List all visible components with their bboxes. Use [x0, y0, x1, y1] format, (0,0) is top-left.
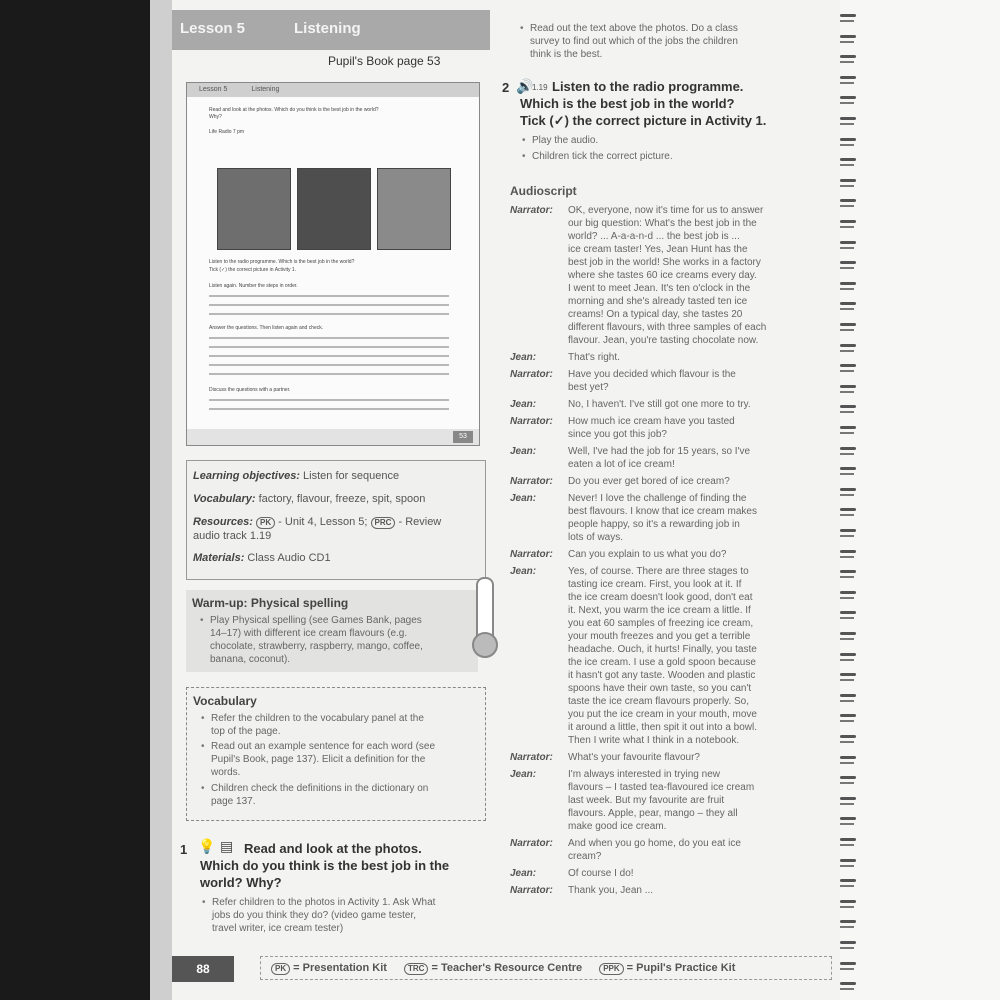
spiral-ring	[840, 241, 856, 244]
vocabulary-bullet: • Children check the definitions in the dictionary on page 137.	[211, 782, 428, 808]
spiral-ring	[840, 76, 856, 79]
warmup-box	[186, 590, 478, 672]
survey-bullet: • Read out the text above the photos. Do a class survey to find out which of the jobs the children think is the best.	[530, 22, 738, 61]
spiral-ring	[840, 344, 856, 347]
audioscript-utterance: Can you explain to us what you do?	[568, 549, 727, 560]
activity-1-bullet: • Refer children to the photos in Activity 1. Ask What jobs do you think they do? (video game tester, travel writer, ice cream tester)	[212, 896, 435, 935]
audioscript-utterance: Of course I do!	[568, 868, 634, 879]
audioscript-speaker: Jean:	[510, 493, 537, 504]
lightbulb-icon: 💡	[198, 838, 216, 854]
spiral-ring	[840, 323, 856, 326]
audio-speaker-icon: 🔊	[516, 78, 534, 94]
lesson-number: Lesson 5	[180, 20, 246, 37]
spiral-ring	[840, 797, 856, 800]
spiral-ring	[840, 35, 856, 38]
spiral-ring	[840, 756, 856, 759]
activity-1-title-line2: Which do you think is the best job in the	[200, 858, 450, 873]
audioscript-utterance: Do you ever get bored of ice cream?	[568, 476, 730, 487]
audioscript-speaker: Narrator:	[510, 838, 553, 849]
spiral-ring	[840, 364, 856, 367]
thumbnail-line: Read and look at the photos. Which do you think is the best job in the world? Why?	[209, 107, 379, 120]
resources-text-end: - Review	[398, 516, 442, 528]
audioscript-speaker: Jean:	[510, 566, 537, 577]
audioscript-utterance: That's right.	[568, 352, 620, 363]
thumbnail-line: Discuss the questions with a partner.	[209, 387, 291, 393]
spiral-ring	[840, 529, 856, 532]
spiral-ring	[840, 220, 856, 223]
audioscript-speaker: Narrator:	[510, 205, 553, 216]
spiral-ring	[840, 55, 856, 58]
pupils-book-thumbnail	[186, 82, 480, 446]
vocabulary-title: Vocabulary	[193, 694, 257, 708]
resources-label: Resources:	[193, 516, 253, 528]
activity-2-bullet: • Play the audio.	[532, 134, 598, 147]
legend-ppk-tag: PPK	[599, 963, 623, 975]
vocabulary-box	[186, 687, 486, 821]
audioscript-speaker: Narrator:	[510, 752, 553, 763]
spiral-ring	[840, 261, 856, 264]
thumbnail-line: Life Radio 7 pm	[209, 129, 245, 135]
page-number: 88	[172, 956, 234, 982]
legend-trc-label: = Teacher's Resource Centre	[431, 962, 583, 974]
activity-1-title-line1: Read and look at the photos.	[244, 841, 422, 856]
objectives-box	[186, 460, 486, 580]
thumbnail-line: Answer the questions. Then listen again and check.	[209, 325, 324, 331]
spiral-ring	[840, 591, 856, 594]
thumbnail-lesson: Lesson 5	[199, 86, 228, 93]
spiral-ring	[840, 817, 856, 820]
spiral-ring	[840, 879, 856, 882]
thumbnail-line: Listen to the radio programme. Which is the best job in the world?	[209, 259, 355, 265]
thumbnail-footer	[187, 429, 479, 445]
spiral-ring	[840, 96, 856, 99]
learning-objectives-label: Learning objectives:	[193, 470, 300, 482]
warmup-title: Warm-up: Physical spelling	[192, 596, 349, 610]
activity-2-title-line1: Listen to the radio programme.	[552, 79, 744, 94]
pk-tag: PK	[256, 517, 275, 529]
spiral-ring	[840, 776, 856, 779]
resources-text: - Unit 4, Lesson 5;	[278, 516, 368, 528]
legend-pk-tag: PK	[271, 963, 290, 975]
spiral-ring	[840, 900, 856, 903]
spiral-ring	[840, 467, 856, 470]
thumbnail-header	[187, 83, 479, 97]
audioscript-speaker: Narrator:	[510, 416, 553, 427]
thumbnail-page-number: 53	[453, 431, 473, 443]
audioscript-speaker: Jean:	[510, 399, 537, 410]
spiral-binding	[840, 0, 1000, 1000]
thumbnail-photo	[377, 168, 451, 250]
audioscript-utterance: OK, everyone, now it's time for us to answer our big question: What's the best job in the world? ... A-a-a-n-d ... the best job is ... ice cream taster! Yes, Jean Hunt has the best job in the world! She works in a factory where she tastes 60 ice creams every day. I went to meet Jean. It's ten o'clock in the morning and she's already tasted ten ice creams! On a typical day, she tastes 20 different flavours, with three samples of each flavour. Jean, you're tasting chocolate now.	[568, 205, 767, 346]
spiral-ring	[840, 735, 856, 738]
audioscript-utterance: Yes, of course. There are three stages to tasting ice cream. First, you look at it. If the ice cream doesn't look good, don't eat it. Next, you warm the ice cream a little. If you eat 60 samples of freezing ice cream, your mouth freezes and you get a terrible headache. Ouch, it hurts! Finally, you taste the ice cream. I use a gold spoon because it hasn't got any taste. Wooden and plastic spoons have their own taste, so you can't taste the ice cream flavours properly. So, you put the ice cream in your mouth, move it around a little, then spit it out into a bowl. Then I write what I think in a notebook.	[568, 566, 757, 746]
audioscript-title: Audioscript	[510, 184, 577, 198]
spiral-ring	[840, 838, 856, 841]
spiral-ring	[840, 158, 856, 161]
spiral-ring	[840, 385, 856, 388]
legend-pk-label: = Presentation Kit	[293, 962, 387, 974]
book-icon: ▤	[220, 838, 234, 854]
spiral-ring	[840, 673, 856, 676]
thumbnail-line: Tick (✓) the correct picture in Activity 1.	[209, 267, 297, 273]
learning-objectives-value: Listen for sequence	[303, 470, 400, 482]
audioscript-speaker: Jean:	[510, 446, 537, 457]
activity-2-bullet: • Children tick the correct picture.	[532, 150, 673, 163]
audioscript-speaker: Jean:	[510, 769, 537, 780]
materials-label: Materials:	[193, 552, 245, 564]
spiral-ring	[840, 179, 856, 182]
spiral-ring	[840, 199, 856, 202]
spiral-ring	[840, 117, 856, 120]
audioscript-utterance: I'm always interested in trying new flavours – I tasted tea-flavoured ice cream last week. But my favourite are fruit flavours. Apple, pear, mango – they all make good ice cream.	[568, 769, 755, 832]
thumbnail-text-lines	[209, 295, 449, 322]
spiral-ring	[840, 632, 856, 635]
vocabulary-bullet: • Read out an example sentence for each word (see Pupil's Book, page 137). Elicit a definition for the words.	[211, 740, 435, 779]
spiral-ring	[840, 962, 856, 965]
activity-2-number: 2	[502, 80, 510, 95]
spiral-ring	[840, 941, 856, 944]
audioscript-utterance: Never! I love the challenge of finding the best flavours. I know that ice cream makes people happy, so it's a rewarding job in lots of ways.	[568, 493, 757, 543]
prc-tag: PRC	[371, 517, 396, 529]
legend-ppk-label: = Pupil's Practice Kit	[626, 962, 736, 974]
legend-trc-tag: TRC	[404, 963, 428, 975]
audioscript-utterance: No, I haven't. I've still got one more to try.	[568, 399, 751, 410]
thumbnail-photo	[217, 168, 291, 250]
spiral-ring	[840, 138, 856, 141]
spiral-ring	[840, 405, 856, 408]
spiral-ring	[840, 982, 856, 985]
audioscript-utterance: And when you go home, do you eat ice cream?	[568, 838, 741, 862]
spiral-ring	[840, 653, 856, 656]
thermometer-bulb-icon	[472, 632, 498, 658]
spiral-ring	[840, 488, 856, 491]
spiral-ring	[840, 714, 856, 717]
lesson-header	[172, 10, 490, 50]
activity-2-title-line2: Which is the best job in the world?	[520, 96, 735, 111]
spiral-ring	[840, 302, 856, 305]
audioscript-utterance: Thank you, Jean ...	[568, 885, 654, 896]
materials-value: Class Audio CD1	[247, 552, 331, 564]
vocabulary-label: Vocabulary:	[193, 493, 256, 505]
thumbnail-line: Listen again. Number the steps in order.	[209, 283, 298, 289]
activity-1-number: 1	[180, 842, 188, 857]
spiral-ring	[840, 694, 856, 697]
activity-2-title-line3: Tick (✓) the correct picture in Activity 1.	[520, 113, 767, 128]
audio-track-number: 1.19	[532, 83, 548, 92]
spiral-ring	[840, 570, 856, 573]
audioscript-utterance: Well, I've had the job for 15 years, so I've eaten a lot of ice cream!	[568, 446, 751, 470]
thumbnail-title: Listening	[251, 86, 280, 93]
spiral-ring	[840, 508, 856, 511]
vocabulary-value: factory, flavour, freeze, spit, spoon	[258, 493, 426, 505]
spiral-ring	[840, 282, 856, 285]
spiral-ring	[840, 550, 856, 553]
spiral-ring	[840, 920, 856, 923]
spiral-ring	[840, 14, 856, 17]
book-page	[150, 0, 840, 1000]
audioscript-speaker: Narrator:	[510, 885, 553, 896]
audioscript-utterance: Have you decided which flavour is the best yet?	[568, 369, 736, 393]
audioscript-utterance: How much ice cream have you tasted since you got this job?	[568, 416, 735, 440]
audioscript-utterance: What's your favourite flavour?	[568, 752, 700, 763]
thumbnail-photo	[297, 168, 371, 250]
pupils-book-reference: Pupil's Book page 53	[328, 54, 441, 68]
warmup-bullet: • Play Physical spelling (see Games Bank, pages 14–17) with different ice cream flavours (e.g. chocolate, strawberry, raspberry, mango, coffee, banana, coconut).	[210, 614, 423, 666]
thumbnail-text-lines	[209, 337, 449, 382]
lesson-title: Listening	[294, 20, 361, 37]
thumbnail-text-lines	[209, 399, 449, 417]
spiral-ring	[840, 447, 856, 450]
audioscript-speaker: Narrator:	[510, 476, 553, 487]
audioscript-speaker: Narrator:	[510, 549, 553, 560]
resources-line2: audio track 1.19	[193, 530, 272, 542]
audioscript-speaker: Narrator:	[510, 369, 553, 380]
vocabulary-bullet: • Refer the children to the vocabulary panel at the top of the page.	[211, 712, 424, 738]
activity-1-title-line3: world? Why?	[200, 875, 282, 890]
resource-legend	[260, 956, 832, 980]
page-margin-bar	[150, 0, 172, 1000]
spiral-ring	[840, 426, 856, 429]
audioscript-speaker: Jean:	[510, 352, 537, 363]
audioscript-speaker: Jean:	[510, 868, 537, 879]
spiral-ring	[840, 859, 856, 862]
spiral-ring	[840, 611, 856, 614]
